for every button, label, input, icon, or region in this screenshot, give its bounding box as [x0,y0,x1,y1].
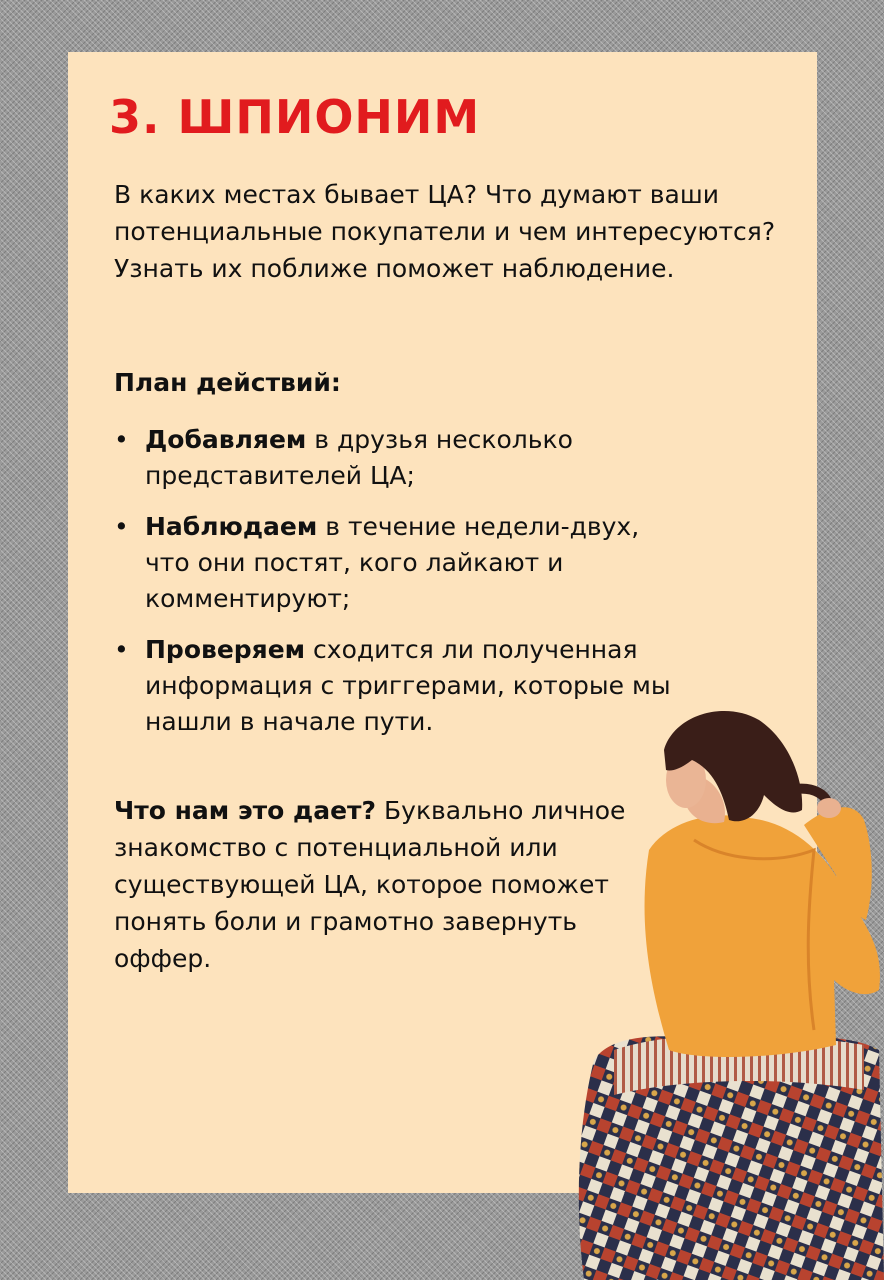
list-item-bold: Добавляем [145,425,307,454]
list-item [114,422,674,494]
list-item-bold: Проверяем [145,635,306,664]
plan-heading: План действий: [114,368,341,397]
outro-bold: Что нам это дает? [114,796,377,825]
woman-illustration [574,700,884,1280]
outro-paragraph [114,792,634,977]
list-item-text: в друзья несколько представителей ЦА; [145,425,573,490]
list-item-text: в течение недели-двух, что они постят, кого лайкают и комментируют; [145,512,640,613]
list-item [114,509,674,617]
list-item-bold: Наблюдаем [145,512,318,541]
intro-paragraph: В каких местах бывает ЦА? Что думают ваши потенциальные покупатели и чем интересуются? Узнать их поближе поможет наблюдение. [114,180,776,283]
outro-text: Буквально личное знакомство с потенциальной или существующей ЦА, которое поможет понять боли и грамотно завернуть оффер. [114,796,626,973]
list-item-text: сходится ли полученная информация с триггерами, которые мы нашли в начале пути. [145,635,671,736]
page-title: 3. ШПИОНИМ [109,90,481,144]
